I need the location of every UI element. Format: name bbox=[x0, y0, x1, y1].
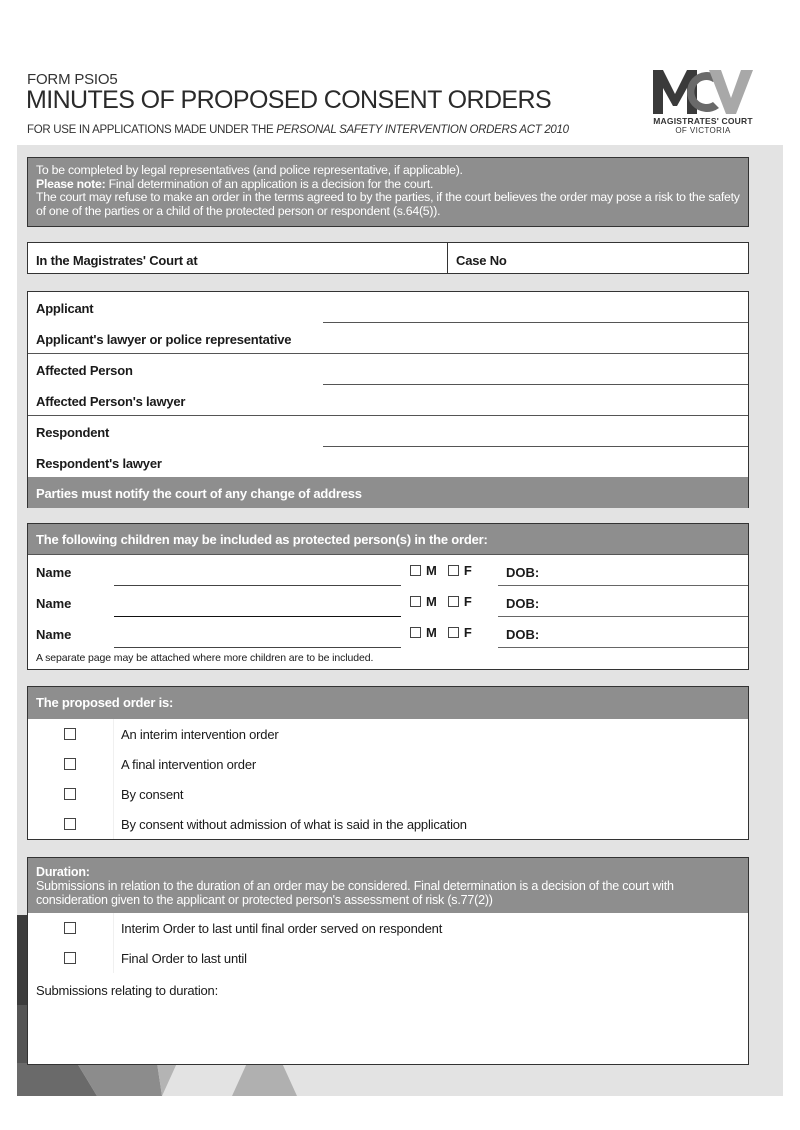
duration-section bbox=[27, 857, 749, 1065]
notice-line2 bbox=[36, 178, 740, 192]
female-label: F bbox=[463, 594, 472, 609]
party-label: Affected Person bbox=[36, 363, 133, 378]
male-checkbox[interactable] bbox=[410, 627, 421, 638]
duration-title: Duration: bbox=[36, 865, 90, 879]
duration-description: Submissions in relation to the duration of an order may be considered. Final determination is a decision of the court with consideration given to the applicant or protected person's assessment of risk (s.77(2)) bbox=[36, 879, 674, 907]
female-label: F bbox=[463, 625, 472, 640]
child-row bbox=[28, 586, 748, 617]
duration-option-final[interactable] bbox=[28, 943, 748, 973]
child-name-input[interactable] bbox=[114, 555, 401, 586]
option-label: An interim intervention order bbox=[121, 726, 279, 742]
option-label: By consent bbox=[121, 786, 184, 802]
child-sex-options bbox=[401, 617, 498, 648]
notice-line1: To be completed by legal representatives (and police representative, if applicable). bbox=[36, 163, 463, 177]
child-sex-options bbox=[401, 555, 498, 586]
mcv-logo-icon bbox=[653, 68, 753, 114]
form-code: FORM PSIO5 bbox=[27, 71, 118, 88]
by-consent-checkbox[interactable] bbox=[64, 788, 76, 800]
court-location-field[interactable] bbox=[28, 243, 448, 273]
subtitle-act-name: PERSONAL SAFETY INTERVENTION ORDERS ACT 2010 bbox=[276, 124, 569, 136]
female-checkbox[interactable] bbox=[448, 565, 459, 576]
applicant-input[interactable] bbox=[323, 292, 748, 323]
party-row-applicant bbox=[28, 292, 748, 323]
party-label: Affected Person's lawyer bbox=[36, 393, 186, 409]
mcv-logo bbox=[648, 68, 758, 140]
consent-without-admission-checkbox[interactable] bbox=[64, 818, 76, 830]
final-order-checkbox[interactable] bbox=[64, 758, 76, 770]
submissions-field[interactable] bbox=[28, 973, 748, 998]
child-sex-options bbox=[401, 586, 498, 617]
male-label: M bbox=[426, 563, 437, 578]
male-label: M bbox=[426, 594, 437, 609]
party-label: Respondent bbox=[36, 425, 110, 440]
respondent-lawyer-input[interactable] bbox=[323, 447, 748, 478]
party-row-applicant-lawyer bbox=[28, 323, 748, 355]
case-number-field[interactable] bbox=[448, 243, 748, 273]
interim-duration-checkbox[interactable] bbox=[64, 922, 76, 934]
applicant-lawyer-input[interactable] bbox=[323, 323, 748, 354]
subtitle-prefix: FOR USE IN APPLICATIONS MADE UNDER THE bbox=[27, 124, 277, 136]
order-option-interim[interactable] bbox=[28, 719, 748, 749]
child-dob-field[interactable] bbox=[498, 586, 748, 617]
interim-order-checkbox[interactable] bbox=[64, 728, 76, 740]
respondent-input[interactable] bbox=[323, 416, 748, 447]
instructions-notice bbox=[27, 157, 749, 227]
dob-label: DOB: bbox=[506, 627, 540, 642]
option-label: Interim Order to last until final order served on respondent bbox=[121, 920, 443, 936]
additional-children-note: A separate page may be attached where more children are to be included. bbox=[36, 652, 374, 664]
final-duration-checkbox[interactable] bbox=[64, 952, 76, 964]
order-option-consent-without-admission[interactable] bbox=[28, 809, 748, 839]
female-checkbox[interactable] bbox=[448, 596, 459, 607]
dob-label: DOB: bbox=[506, 565, 540, 580]
children-section-header: The following children may be included as protected person(s) in the order: bbox=[28, 524, 748, 555]
child-dob-field[interactable] bbox=[498, 617, 748, 648]
form-subtitle bbox=[27, 124, 569, 136]
male-checkbox[interactable] bbox=[410, 596, 421, 607]
child-name-label: Name bbox=[36, 565, 72, 580]
page-title: MINUTES OF PROPOSED CONSENT ORDERS bbox=[26, 86, 552, 114]
child-name-label: Name bbox=[36, 596, 72, 611]
notice-line2-text: Final determination of an application is a decision for the court. bbox=[105, 176, 434, 191]
female-checkbox[interactable] bbox=[448, 627, 459, 638]
order-option-final[interactable] bbox=[28, 749, 748, 779]
party-row-respondent-lawyer bbox=[28, 447, 748, 478]
party-row-affected-person bbox=[28, 354, 748, 385]
party-row-respondent bbox=[28, 416, 748, 447]
address-change-notice: Parties must notify the court of any change of address bbox=[28, 477, 748, 508]
submissions-label: Submissions relating to duration: bbox=[36, 983, 219, 998]
court-details-row bbox=[27, 242, 749, 274]
child-row bbox=[28, 555, 748, 586]
party-row-affected-person-lawyer bbox=[28, 385, 748, 417]
child-dob-field[interactable] bbox=[498, 555, 748, 586]
logo-line1: MAGISTRATES' COURT bbox=[653, 116, 753, 126]
parties-section bbox=[27, 291, 749, 508]
female-label: F bbox=[463, 563, 472, 578]
child-name-input[interactable] bbox=[114, 586, 401, 617]
children-section bbox=[27, 523, 749, 670]
affected-person-input[interactable] bbox=[323, 354, 748, 385]
logo-line2: OF VICTORIA bbox=[675, 126, 731, 135]
please-note-label: Please note: bbox=[36, 176, 106, 191]
form-panel bbox=[17, 145, 783, 1096]
case-number-label: Case No bbox=[456, 253, 507, 268]
notice-line3: The court may refuse to make an order in the terms agreed to by the parties, if the court believes the order may pose a risk to the safety of one of the parties or a child of the protected person or respondent (s.64(5)). bbox=[36, 190, 740, 218]
male-label: M bbox=[426, 625, 437, 640]
option-label: Final Order to last until bbox=[121, 950, 247, 966]
court-location-label: In the Magistrates' Court at bbox=[36, 253, 198, 268]
duration-header bbox=[28, 858, 748, 913]
option-label: By consent without admission of what is said in the application bbox=[121, 816, 467, 832]
child-row bbox=[28, 617, 748, 648]
dob-label: DOB: bbox=[506, 596, 540, 611]
party-label: Respondent's lawyer bbox=[36, 455, 162, 471]
duration-option-interim[interactable] bbox=[28, 913, 748, 943]
male-checkbox[interactable] bbox=[410, 565, 421, 576]
affected-person-lawyer-input[interactable] bbox=[323, 385, 748, 416]
option-label: A final intervention order bbox=[121, 756, 256, 772]
proposed-order-section bbox=[27, 686, 749, 840]
child-name-label: Name bbox=[36, 627, 72, 642]
party-label: Applicant bbox=[36, 301, 94, 316]
child-name-input[interactable] bbox=[114, 617, 401, 648]
party-label: Applicant's lawyer or police representative bbox=[36, 331, 292, 347]
proposed-order-header: The proposed order is: bbox=[28, 687, 748, 719]
order-option-by-consent[interactable] bbox=[28, 779, 748, 809]
